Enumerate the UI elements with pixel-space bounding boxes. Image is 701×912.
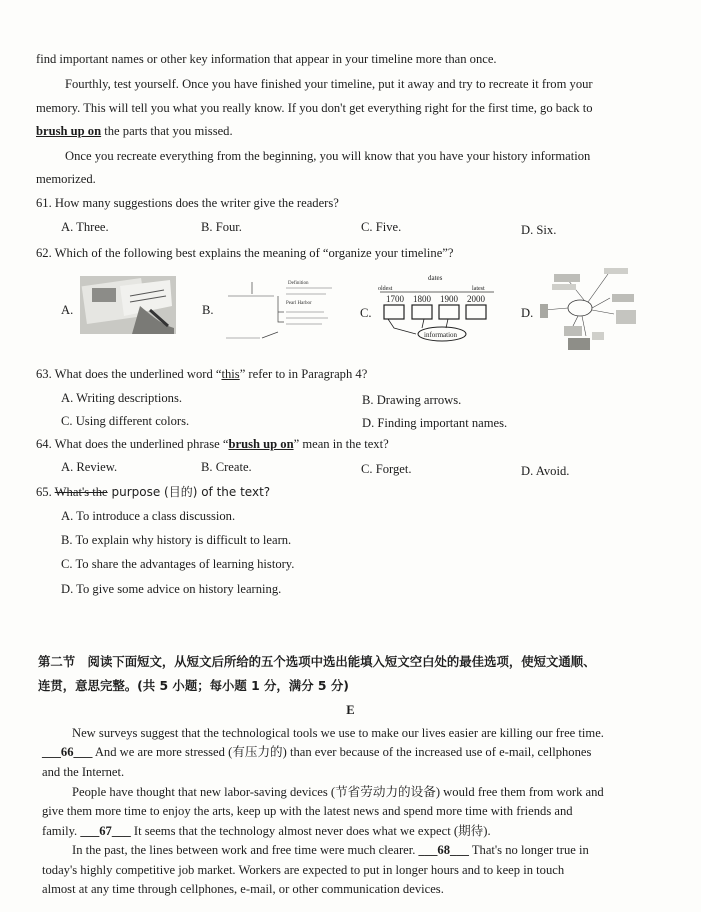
text-span: purpose (目的) of the text? — [107, 485, 271, 499]
q62-option-c[interactable]: C. — [360, 306, 372, 320]
blank-67[interactable]: ___67___ — [80, 824, 131, 838]
underlined-phrase: brush up on — [228, 437, 294, 451]
q62-image-b-concept-map — [222, 276, 342, 347]
question-63-stem — [36, 367, 367, 383]
text-span: 65. — [36, 485, 55, 499]
text-span: That's no longer true in — [468, 843, 589, 857]
q65-option-d[interactable]: D. To give some advice on history learning. — [61, 582, 282, 596]
q63-option-c[interactable]: C. Using different colors. — [61, 414, 190, 428]
blank-68[interactable]: ___68___ — [418, 843, 469, 857]
passage-line: Fourthly, test yourself. Once you have finished your timeline, put it away and try to recreate it from your — [65, 77, 593, 91]
section-heading: 第二节 阅读下面短文，从短文后所给的五个选项中选出能填入短文空白处的最佳选项，使短文通顺、 — [38, 654, 596, 669]
underlined-phrase: brush up on — [36, 124, 102, 138]
text-span: 63. What does the underlined word “ — [36, 367, 222, 381]
text-span: In the past, the lines between work and free time were much clearer. — [72, 843, 419, 857]
timeline-year: 2000 — [467, 294, 485, 304]
diagram-label: Pearl Harbor — [286, 301, 312, 306]
q61-option-b[interactable]: B. Four. — [201, 220, 242, 234]
question-65-stem — [36, 485, 270, 501]
timeline-year: 1700 — [386, 294, 404, 304]
q61-option-c[interactable]: C. Five. — [361, 220, 402, 234]
text-span: And we are more stressed (有压力的) than ever because of the increased use of e-mail, cellphones — [92, 745, 592, 759]
timeline-year: 1900 — [440, 294, 458, 304]
passage-line: almost at any time through cellphones, e-mail, or other communication devices. — [42, 882, 444, 896]
text-span: It seems that the technology almost never does what we expect (期待). — [130, 824, 491, 838]
q65-option-a[interactable]: A. To introduce a class discussion. — [61, 509, 236, 523]
passage-line — [72, 843, 589, 859]
q64-option-d[interactable]: D. Avoid. — [521, 464, 570, 478]
q64-option-b[interactable]: B. Create. — [201, 460, 252, 474]
q63-option-a[interactable]: A. Writing descriptions. — [61, 391, 182, 405]
q63-option-b[interactable]: B. Drawing arrows. — [362, 393, 462, 407]
text-span: 64. What does the underlined phrase “ — [36, 437, 229, 451]
passage-line — [42, 824, 491, 840]
passage-title: E — [346, 703, 355, 717]
question-62-stem: 62. Which of the following best explains the meaning of “organize your timeline”? — [36, 246, 454, 260]
q65-option-c[interactable]: C. To share the advantages of learning history. — [61, 557, 295, 571]
q62-image-a-writing-photo — [80, 276, 176, 339]
question-61-stem: 61. How many suggestions does the writer give the readers? — [36, 196, 339, 210]
text-span: ” mean in the text? — [293, 437, 389, 451]
passage-line: memory. This will tell you what you really know. If you don't get everything right for the first time, go back to — [36, 101, 593, 115]
timeline-label-latest: latest — [472, 286, 485, 292]
timeline-year: 1800 — [413, 294, 431, 304]
passage-line: People have thought that new labor-saving devices (节省劳动力的设备) would free them from work and — [72, 785, 604, 799]
passage-line: Once you recreate everything from the beginning, you will know that you have your history information — [65, 149, 591, 163]
blank-66[interactable]: ___66___ — [42, 745, 93, 759]
passage-line: give them more time to enjoy the arts, keep up with the latest news and spend more time with friends and — [42, 804, 573, 818]
diagram-label: Definition — [288, 281, 309, 286]
q62-option-a[interactable]: A. — [61, 303, 74, 317]
q62-image-d-mind-map — [538, 266, 642, 357]
passage-line — [36, 124, 233, 140]
passage-line: New surveys suggest that the technological tools we use to make our lives easier are killing our free time. — [72, 726, 604, 740]
underlined-word: this — [221, 367, 240, 381]
text-span: the parts that you missed. — [101, 124, 233, 138]
passage-line: find important names or other key information that appear in your timeline more than once. — [36, 52, 497, 66]
text-span: ” refer to in Paragraph 4? — [239, 367, 368, 381]
q61-option-d[interactable]: D. Six. — [521, 223, 557, 237]
q65-option-b[interactable]: B. To explain why history is difficult to learn. — [61, 533, 292, 547]
q62-image-c-timeline — [376, 272, 500, 349]
passage-line: memorized. — [36, 172, 96, 186]
timeline-label-dates: dates — [428, 274, 443, 282]
q61-option-a[interactable]: A. Three. — [61, 220, 109, 234]
timeline-label-information: information — [424, 331, 458, 339]
struck-text: What's the — [54, 485, 108, 499]
q64-option-a[interactable]: A. Review. — [61, 460, 118, 474]
section-heading: 连贯，意思完整。(共 5 小题；每小题 1 分，满分 5 分) — [38, 678, 349, 693]
passage-line: and the Internet. — [42, 765, 125, 779]
q62-option-d[interactable]: D. — [521, 306, 534, 320]
text-span: family. — [42, 824, 81, 838]
passage-line: today's highly competitive job market. Workers are expected to put in longer hours and to keep in touch — [42, 863, 565, 877]
q64-option-c[interactable]: C. Forget. — [361, 462, 412, 476]
question-64-stem — [36, 437, 389, 453]
passage-line — [42, 745, 591, 761]
timeline-label-oldest: oldest — [378, 286, 393, 292]
q62-option-b[interactable]: B. — [202, 303, 214, 317]
q63-option-d[interactable]: D. Finding important names. — [362, 416, 508, 430]
